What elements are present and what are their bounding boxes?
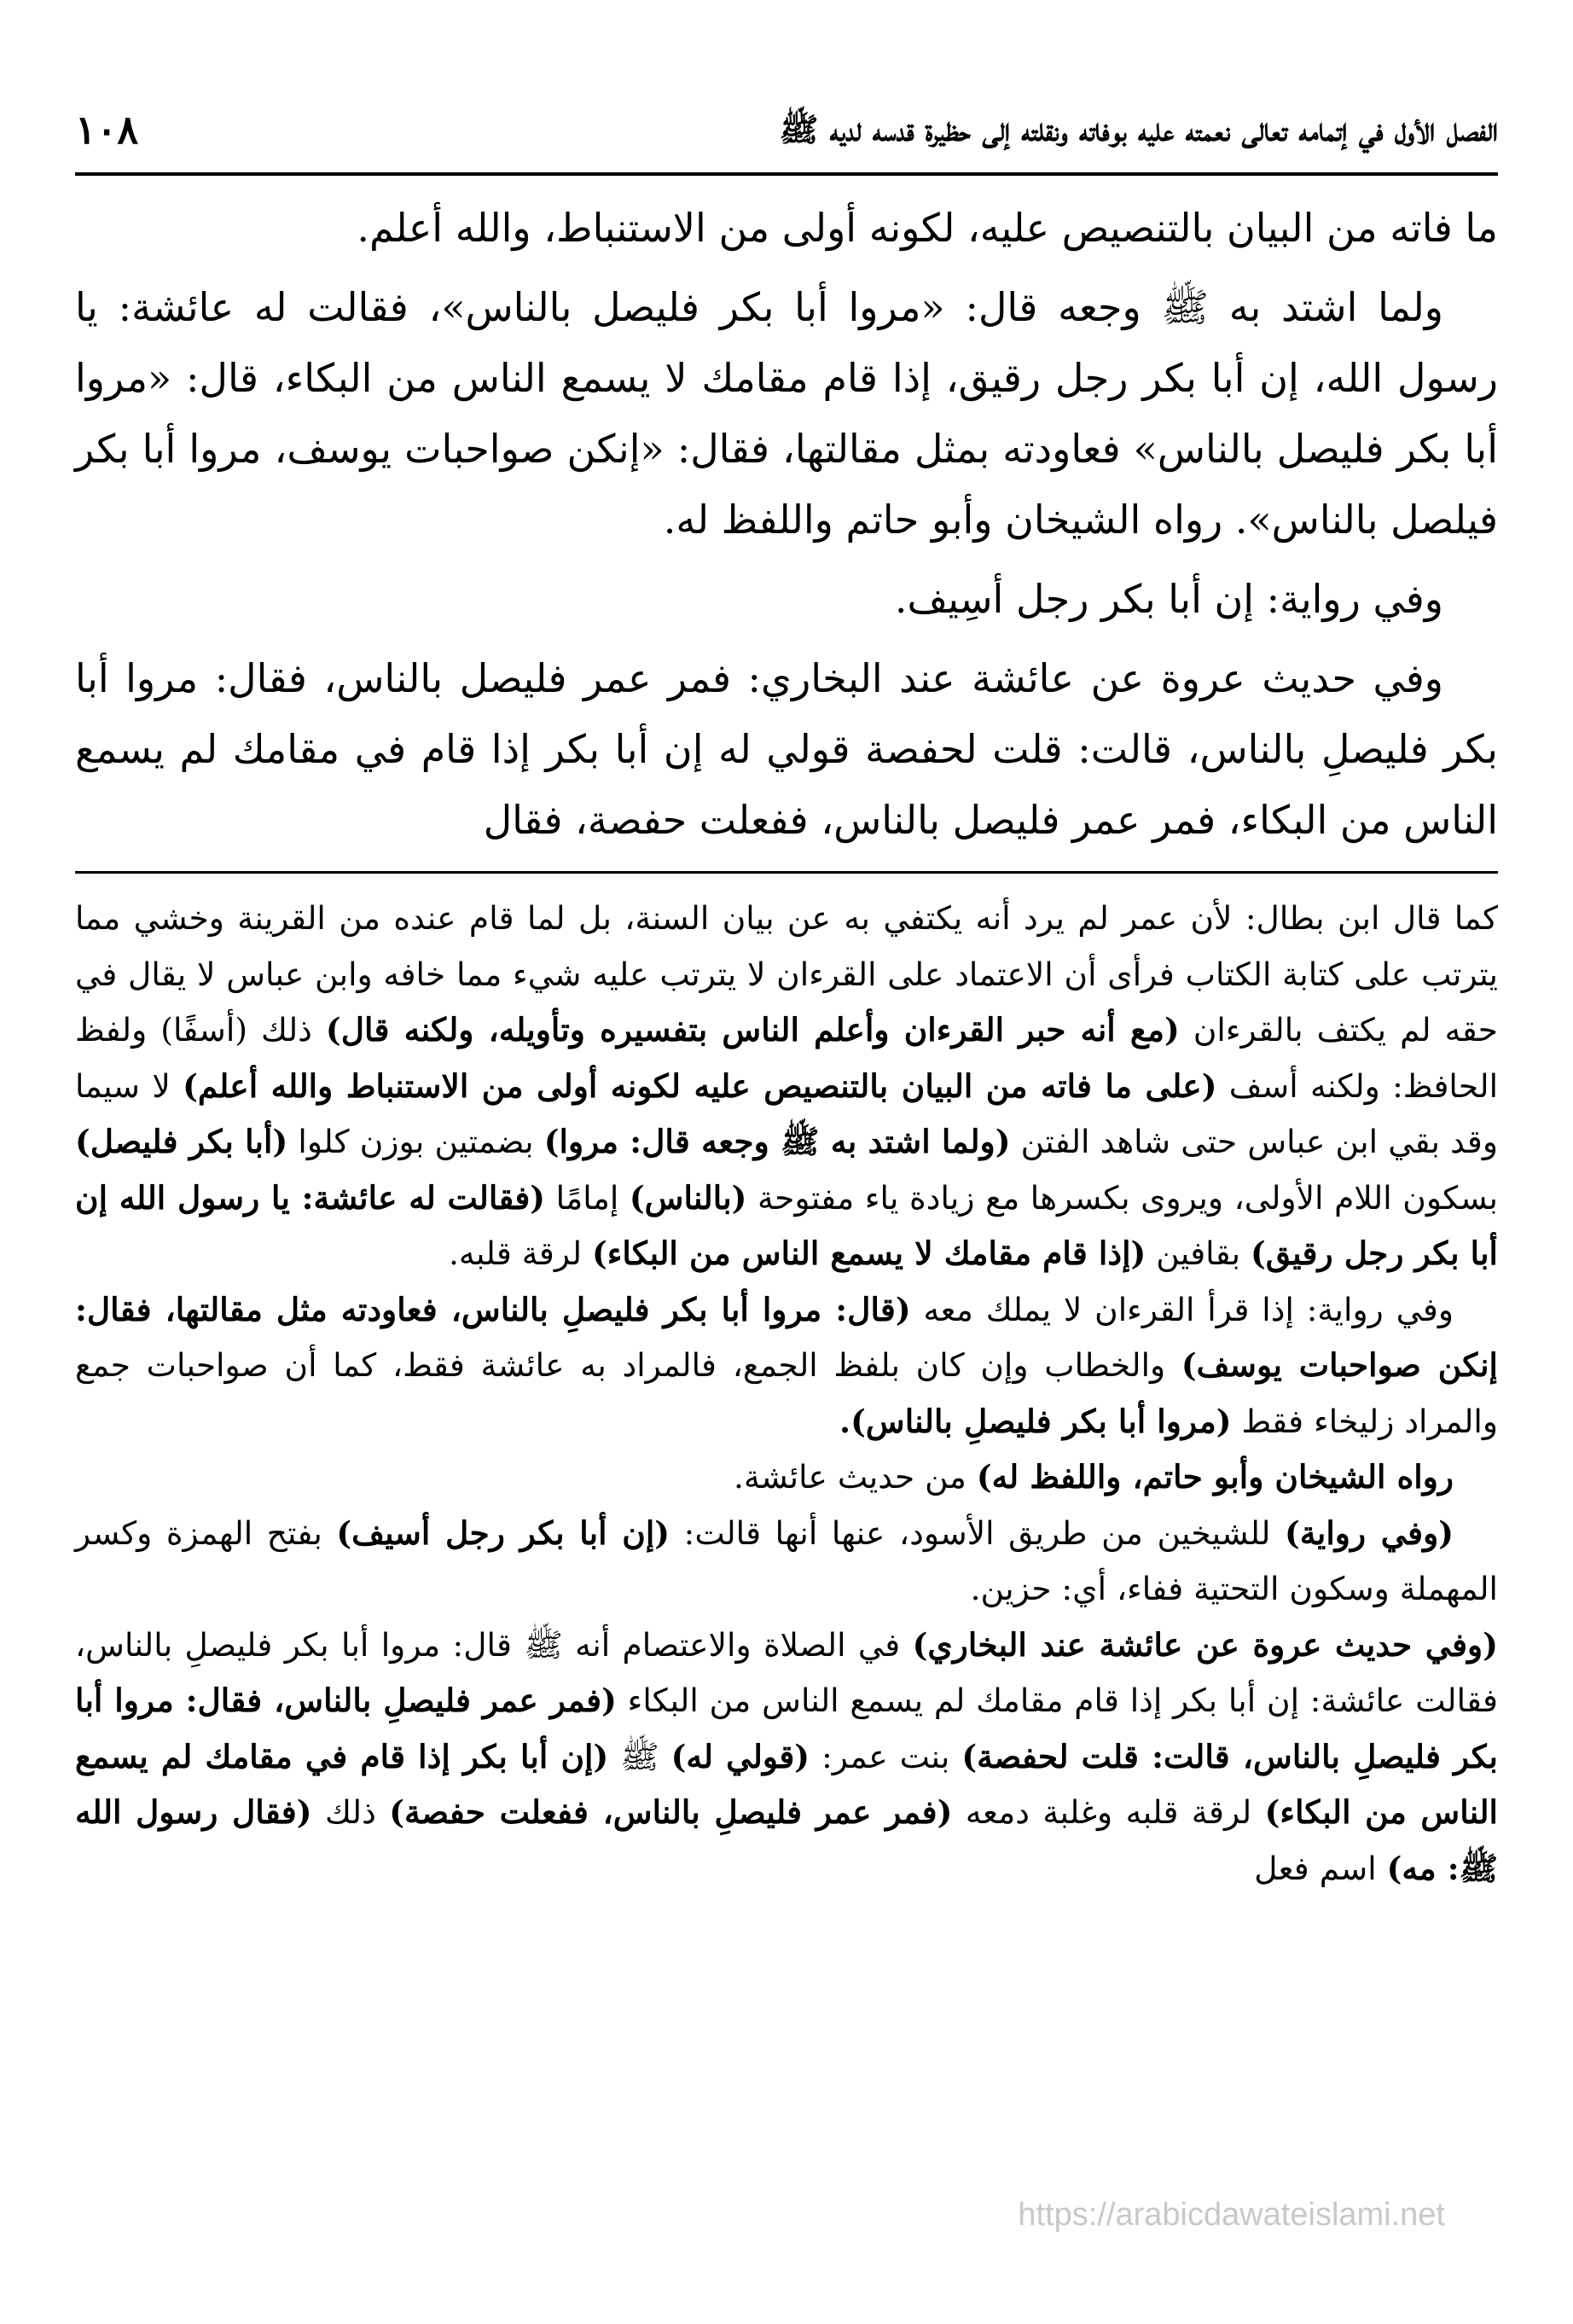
- chapter-title: الفصل الأول في إتمامه تعالى نعمته عليه بوفاته ونقلته إلى حظيرة قدسه لديه ﷺ: [779, 110, 1498, 148]
- commentary-text: كما قال ابن بطال: لأن عمر لم يرد أنه يكتفي به عن بيان السنة، بل لما قام عنده من القرينة وخشي مما يترتب على كتابة الكتاب فرأى أن الاعتماد على القرءان لا يترتب عليه شيء مما خافه وابن عباس لا يقال في حقه لم يكتف بالقرءان: [75, 899, 1498, 1049]
- commentary-quoted-text: (بالناس): [629, 1178, 747, 1217]
- commentary-paragraph: [75, 1450, 1498, 1506]
- commentary-paragraph: [75, 1506, 1498, 1618]
- commentary-quoted-text: (أبا بكر فليصل): [75, 1123, 288, 1160]
- commentary-quoted-text: (فقالت له عائشة: يا رسول الله إن أبا بكر رجل رقيق): [75, 1178, 1498, 1272]
- commentary-text: بقافين: [1146, 1235, 1251, 1272]
- main-paragraph: وفي حديث عروة عن عائشة عند البخاري: فمر عمر فليصل بالناس، فقال: مروا أبا بكر فليصلِ بالناس، قالت: قلت لحفصة قولي له إن أبا بكر إذا قام في مقامك لم يسمع الناس من البكاء، فمر عمر فليصل بالناس، ففعلت حفصة، فقال: [75, 655, 1498, 843]
- footnote-divider: [75, 871, 1498, 874]
- commentary-quoted-text: (إن أبا بكر رجل أسيف): [336, 1514, 670, 1552]
- running-header: [75, 102, 1498, 176]
- commentary-text: اسم فعل: [1254, 1849, 1387, 1887]
- commentary-quoted-text: (قولي له): [670, 1737, 810, 1775]
- commentary-quoted-text: (إن أبا بكر إذا قام في مقامك لم يسمع الناس من البكاء): [75, 1737, 1498, 1831]
- commentary-text: لرقة قلبه وغلبة دمعه: [952, 1793, 1265, 1831]
- commentary-text: بسكون اللام الأولى، ويروى بكسرها مع زيادة ياء مفتوحة: [746, 1178, 1498, 1217]
- main-paragraph: ولما اشتد به ﷺ وجعه قال: «مروا أبا بكر فليصل بالناس»، فقالت له عائشة: يا رسول الله، إن أبا بكر رجل رقيق، إذا قام مقامك لا يسمع الناس من البكاء، قال: «مروا أبا بكر فليصل بالناس» فعاودته بمثل مقالتها، فقال: «إنكن صواحبات يوسف، مروا أبا بكر فيلصل بالناس». رواه الشيخان وأبو حاتم واللفظ له.: [75, 284, 1498, 543]
- commentary-text: بنت عمر:: [810, 1737, 962, 1775]
- main-paragraph: ما فاته من البيان بالتنصيص عليه، لكونه أولى من الاستنباط، والله أعلم.: [357, 205, 1498, 251]
- commentary-text: بفتح الهمزة وكسر المهملة وسكون التحتية ففاء، أي: حزين.: [75, 1514, 1498, 1607]
- commentary-quoted-text: (ولما اشتد به ﷺ وجعه قال: مروا): [543, 1123, 1011, 1160]
- commentary-quoted-text: (وفي رواية): [1284, 1514, 1454, 1552]
- commentary-text: ذلك: [311, 1793, 390, 1831]
- commentary-quoted-text: (وفي حديث عروة عن عائشة عند البخاري): [912, 1625, 1498, 1664]
- commentary-quoted-text: رواه الشيخان وأبو حاتم، واللفظ له): [976, 1458, 1454, 1496]
- commentary-text: ذلك (أسفًا) ولفظ الحافظ: ولكنه أسف: [75, 1011, 1499, 1105]
- commentary-quoted-text: (مع أنه حبر القرءان وأعلم الناس بتفسيره وتأويله، ولكنه قال): [325, 1011, 1180, 1049]
- commentary-text: ﷺ: [608, 1737, 671, 1775]
- commentary-quoted-text: (قال: مروا أبا بكر فليصلِ بالناس، فعاودته مثل مقالتها، فقال: إنكن صواحبات يوسف): [75, 1290, 1498, 1384]
- commentary-text: إمامًا: [545, 1178, 630, 1217]
- commentary-paragraph: [75, 1282, 1498, 1450]
- watermark-url: https://arabicdawateislami.net: [1018, 2197, 1445, 2233]
- commentary-text: من حديث عائشة.: [734, 1458, 977, 1496]
- page-number: ١٠٨: [75, 107, 139, 153]
- commentary-text: وفي رواية: إذا قرأ القرءان لا يملك معه: [910, 1290, 1454, 1328]
- commentary-quoted-text: (فمر عمر فليصلِ بالناس، فقال: مروا أبا بكر فليصلِ بالناس، قالت: قلت لحفصة): [75, 1682, 1498, 1775]
- main-paragraph: وفي رواية: إن أبا بكر رجل أسِيف.: [894, 576, 1443, 622]
- commentary-quoted-text: (إذا قام مقامك لا يسمع الناس من البكاء): [591, 1235, 1146, 1272]
- commentary-paragraph: [75, 1618, 1498, 1897]
- commentary-text: والخطاب وإن كان بلفظ الجمع، فالمراد به عائشة فقط، كما أن صواحبات جمع والمراد زليخاء فقط: [75, 1346, 1498, 1440]
- commentary-text: بضمتين بوزن كلوا: [287, 1123, 544, 1160]
- commentary-text: لا سيما وقد بقي ابن عباس حتى شاهد الفتن: [75, 1066, 1498, 1160]
- commentary-text: في الصلاة والاعتصام أنه ﷺ قال: مروا أبا بكر فليصلِ بالناس، فقالت عائشة: إن أبا بكر إذا قام مقامك لم يسمع الناس من البكاء: [75, 1625, 1498, 1719]
- commentary-quoted-text: (فقال رسول الله ﷺ: مه): [75, 1793, 1498, 1887]
- commentary-text: لرقة قلبه.: [448, 1235, 592, 1272]
- commentary-quoted-text: (فمر عمر فليصلِ بالناس، ففعلت حفصة): [389, 1793, 953, 1831]
- commentary-text: للشيخين من طريق الأسود، عنها أنها قالت:: [670, 1514, 1285, 1552]
- commentary: [75, 891, 1498, 1897]
- main-text: [75, 193, 1498, 856]
- commentary-quoted-text: (على ما فاته من البيان بالتنصيص عليه لكونه أولى من الاستنباط والله أعلم): [183, 1066, 1217, 1105]
- commentary-paragraph: [75, 891, 1498, 1282]
- commentary-quoted-text: (مروا أبا بكر فليصلِ بالناس).: [839, 1402, 1232, 1440]
